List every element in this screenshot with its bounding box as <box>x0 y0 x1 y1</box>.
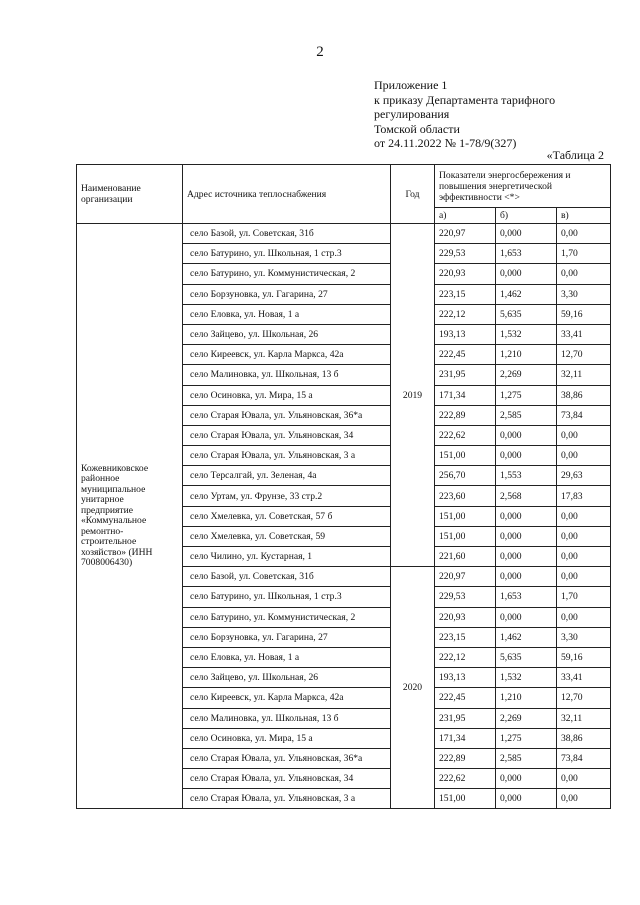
value-b-cell: 1,462 <box>496 284 557 304</box>
organization-cell: Кожевниковское районное муниципальное унитарное предприятие «Коммунальное ремонтно-строительное хозяйство» (ИНН 7008006430) <box>77 224 183 809</box>
value-a-cell: 222,89 <box>435 748 496 768</box>
appendix-line: к приказу Департамента тарифного <box>374 92 556 107</box>
value-c-cell: 0,00 <box>557 607 611 627</box>
value-c-cell: 32,11 <box>557 365 611 385</box>
appendix-line: Томской области <box>374 121 460 136</box>
value-a-cell: 222,45 <box>435 688 496 708</box>
table-row <box>77 224 611 244</box>
value-c-cell: 1,70 <box>557 244 611 264</box>
header-sub-b: б) <box>496 208 557 224</box>
value-a-cell: 223,60 <box>435 486 496 506</box>
value-a-cell: 223,15 <box>435 627 496 647</box>
value-a-cell: 222,89 <box>435 405 496 425</box>
address-cell: село Борзуновка, ул. Гагарина, 27 <box>183 627 391 647</box>
value-c-cell: 12,70 <box>557 688 611 708</box>
value-a-cell: 222,62 <box>435 425 496 445</box>
value-b-cell: 0,000 <box>496 769 557 789</box>
address-cell: село Зайцево, ул. Школьная, 26 <box>183 324 391 344</box>
value-a-cell: 220,97 <box>435 224 496 244</box>
energy-table <box>76 164 611 809</box>
value-b-cell: 0,000 <box>496 264 557 284</box>
value-c-cell: 12,70 <box>557 345 611 365</box>
value-b-cell: 1,532 <box>496 668 557 688</box>
value-b-cell: 1,653 <box>496 244 557 264</box>
value-c-cell: 3,30 <box>557 284 611 304</box>
value-c-cell: 0,00 <box>557 264 611 284</box>
address-cell: село Малиновка, ул. Школьная, 13 б <box>183 365 391 385</box>
header-address: Адрес источника теплоснабжения <box>183 165 391 224</box>
address-cell: село Борзуновка, ул. Гагарина, 27 <box>183 284 391 304</box>
value-c-cell: 73,84 <box>557 405 611 425</box>
value-b-cell: 1,653 <box>496 587 557 607</box>
header-sub-a: а) <box>435 208 496 224</box>
value-c-cell: 73,84 <box>557 748 611 768</box>
address-cell: село Хмелевка, ул. Советская, 57 б <box>183 506 391 526</box>
address-cell: село Батурино, ул. Школьная, 1 стр.3 <box>183 244 391 264</box>
value-c-cell: 0,00 <box>557 567 611 587</box>
value-a-cell: 221,60 <box>435 547 496 567</box>
address-cell: село Хмелевка, ул. Советская, 59 <box>183 526 391 546</box>
value-b-cell: 1,553 <box>496 466 557 486</box>
value-b-cell: 5,635 <box>496 304 557 324</box>
address-cell: село Базой, ул. Советская, 31б <box>183 567 391 587</box>
header-indicators: Показатели энергосбережения и повышения энергетической эффективности <*> <box>435 165 611 208</box>
value-c-cell: 38,86 <box>557 385 611 405</box>
year-cell: 2019 <box>391 224 435 567</box>
address-cell: село Зайцево, ул. Школьная, 26 <box>183 668 391 688</box>
value-a-cell: 222,12 <box>435 647 496 667</box>
appendix-line: регулирования <box>374 107 450 121</box>
value-c-cell: 33,41 <box>557 668 611 688</box>
address-cell: село Базой, ул. Советская, 31б <box>183 224 391 244</box>
value-a-cell: 151,00 <box>435 526 496 546</box>
address-cell: село Еловка, ул. Новая, 1 а <box>183 647 391 667</box>
page-number: 2 <box>316 44 324 60</box>
value-b-cell: 1,210 <box>496 688 557 708</box>
value-a-cell: 229,53 <box>435 244 496 264</box>
value-a-cell: 220,93 <box>435 264 496 284</box>
value-a-cell: 151,00 <box>435 446 496 466</box>
value-a-cell: 151,00 <box>435 506 496 526</box>
value-a-cell: 151,00 <box>435 789 496 809</box>
value-c-cell: 59,16 <box>557 304 611 324</box>
value-a-cell: 231,95 <box>435 365 496 385</box>
value-a-cell: 231,95 <box>435 708 496 728</box>
address-cell: село Старая Ювала, ул. Ульяновская, 3 а <box>183 789 391 809</box>
address-cell: село Терсалгай, ул. Зеленая, 4а <box>183 466 391 486</box>
value-b-cell: 0,000 <box>496 789 557 809</box>
value-a-cell: 223,15 <box>435 284 496 304</box>
value-c-cell: 38,86 <box>557 728 611 748</box>
value-c-cell: 0,00 <box>557 789 611 809</box>
value-b-cell: 2,568 <box>496 486 557 506</box>
address-cell: село Осиновка, ул. Мира, 15 а <box>183 728 391 748</box>
value-c-cell: 29,63 <box>557 466 611 486</box>
value-a-cell: 220,93 <box>435 607 496 627</box>
value-a-cell: 222,45 <box>435 345 496 365</box>
address-cell: село Киреевск, ул. Карла Маркса, 42а <box>183 345 391 365</box>
value-c-cell: 33,41 <box>557 324 611 344</box>
header-org: Наименование организации <box>77 165 183 224</box>
value-b-cell: 0,000 <box>496 506 557 526</box>
value-c-cell: 0,00 <box>557 769 611 789</box>
value-c-cell: 32,11 <box>557 708 611 728</box>
address-cell: село Еловка, ул. Новая, 1 а <box>183 304 391 324</box>
value-a-cell: 222,12 <box>435 304 496 324</box>
value-b-cell: 2,585 <box>496 748 557 768</box>
address-cell: село Старая Ювала, ул. Ульяновская, 34 <box>183 769 391 789</box>
value-a-cell: 193,13 <box>435 668 496 688</box>
address-cell: село Батурино, ул. Коммунистическая, 2 <box>183 264 391 284</box>
value-c-cell: 0,00 <box>557 506 611 526</box>
value-c-cell: 0,00 <box>557 425 611 445</box>
appendix-line: от 24.11.2022 № 1-78/9(327) <box>374 136 517 150</box>
appendix-line: Приложение 1 <box>374 78 448 92</box>
table-label: «Таблица 2 <box>546 148 604 162</box>
value-b-cell: 1,462 <box>496 627 557 647</box>
header-year: Год <box>391 165 435 224</box>
value-b-cell: 0,000 <box>496 526 557 546</box>
address-cell: село Батурино, ул. Коммунистическая, 2 <box>183 607 391 627</box>
value-a-cell: 171,34 <box>435 728 496 748</box>
value-c-cell: 0,00 <box>557 446 611 466</box>
value-c-cell: 0,00 <box>557 547 611 567</box>
address-cell: село Старая Ювала, ул. Ульяновская, 36*а <box>183 748 391 768</box>
value-c-cell: 0,00 <box>557 526 611 546</box>
value-c-cell: 59,16 <box>557 647 611 667</box>
value-b-cell: 2,585 <box>496 405 557 425</box>
value-b-cell: 5,635 <box>496 647 557 667</box>
value-b-cell: 1,275 <box>496 728 557 748</box>
value-a-cell: 229,53 <box>435 587 496 607</box>
value-a-cell: 222,62 <box>435 769 496 789</box>
value-b-cell: 0,000 <box>496 567 557 587</box>
value-b-cell: 2,269 <box>496 708 557 728</box>
value-b-cell: 0,000 <box>496 547 557 567</box>
appendix-block <box>374 78 555 151</box>
value-a-cell: 193,13 <box>435 324 496 344</box>
address-cell: село Осиновка, ул. Мира, 15 а <box>183 385 391 405</box>
value-c-cell: 1,70 <box>557 587 611 607</box>
address-cell: село Чилино, ул. Кустарная, 1 <box>183 547 391 567</box>
value-b-cell: 1,210 <box>496 345 557 365</box>
year-cell: 2020 <box>391 567 435 809</box>
value-b-cell: 0,000 <box>496 425 557 445</box>
value-b-cell: 1,532 <box>496 324 557 344</box>
value-a-cell: 220,97 <box>435 567 496 587</box>
value-a-cell: 171,34 <box>435 385 496 405</box>
value-c-cell: 17,83 <box>557 486 611 506</box>
address-cell: село Уртам, ул. Фрунзе, 33 стр.2 <box>183 486 391 506</box>
value-b-cell: 0,000 <box>496 607 557 627</box>
address-cell: село Старая Ювала, ул. Ульяновская, 34 <box>183 425 391 445</box>
header-sub-c: в) <box>557 208 611 224</box>
address-cell: село Старая Ювала, ул. Ульяновская, 3 а <box>183 446 391 466</box>
value-b-cell: 0,000 <box>496 224 557 244</box>
address-cell: село Батурино, ул. Школьная, 1 стр.3 <box>183 587 391 607</box>
table-body <box>77 224 611 809</box>
value-c-cell: 0,00 <box>557 224 611 244</box>
value-a-cell: 256,70 <box>435 466 496 486</box>
value-b-cell: 0,000 <box>496 446 557 466</box>
value-c-cell: 3,30 <box>557 627 611 647</box>
value-b-cell: 1,275 <box>496 385 557 405</box>
value-b-cell: 2,269 <box>496 365 557 385</box>
address-cell: село Малиновка, ул. Школьная, 13 б <box>183 708 391 728</box>
address-cell: село Старая Ювала, ул. Ульяновская, 36*а <box>183 405 391 425</box>
address-cell: село Киреевск, ул. Карла Маркса, 42а <box>183 688 391 708</box>
